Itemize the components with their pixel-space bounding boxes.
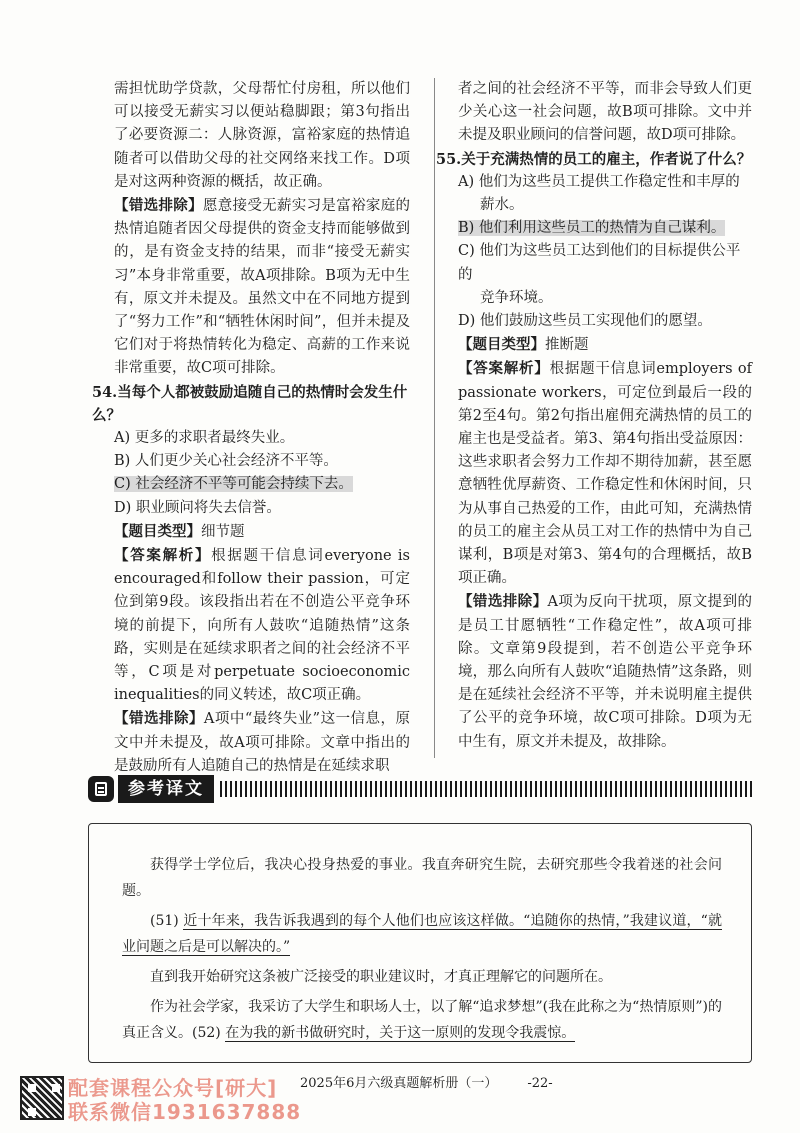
column-divider — [434, 78, 435, 758]
page-number: -22- — [527, 1076, 553, 1091]
q55-answer — [458, 357, 752, 590]
section-hatch-decoration — [220, 781, 752, 797]
watermark-line-2: 联系微信1931637888 — [68, 1100, 302, 1124]
qr-code-icon — [20, 1076, 64, 1120]
q54-error — [114, 707, 410, 778]
error-text: 愿意接受无薪实习是富裕家庭的热情追随者因父母提供的资金支持而能够做到的，是有资金支持的结果，而非“接受无薪实习”本身非常重要，故A项排除。B项为无中生有，原文并未提及。虽然文中在不同地方提到了“努力工作”和“牺牲休闲时间”，但并未提及它们对于将热情转化为稳定、高薪的工作来说非常重要，故C项可排除。 — [114, 198, 411, 377]
q55-option-b — [458, 217, 752, 240]
question-54 — [92, 381, 410, 427]
q54-error-tag: 【错选排除】 — [114, 710, 204, 728]
q54-option-c-highlight: C) 社会经济不平等可能会持续下去。 — [114, 476, 353, 493]
translation-sentence-52: 在为我的新书做研究时，关于这一原则的发现令我震惊。 — [225, 1025, 576, 1041]
right-paragraph-1: 者之间的社会经济不平等，而非会导致人们更少关心这一社会问题，故B项可排除。文中并未提及职业顾问的信誉问题，故D项可排除。 — [458, 81, 752, 144]
q55-error-tag: 【错选排除】 — [458, 593, 548, 611]
translation-paragraph-1: 获得学士学位后，我决心投身热爱的事业。我直奔研究生院，去研究那些令我着迷的社会问题。 — [122, 857, 722, 899]
translation-sentence-51a: 近十年来，我告诉我遇到的每个人他们也应该这样做。“追随你的热情，”我建议道， — [183, 913, 701, 929]
q55-error-text: A项为反向干扰项，原文提到的是员工甘愿牺牲“工作稳定性”，故A项可排除。文章第9段提到，若不创造公平竞争环境，那么向所有人鼓吹“追随热情”这条路，则是在延续社会经济不平等，并未说明雇主提供了公平的竞争环境，故C项可排除。D项为无中生有，原文并未提及，故排除。 — [458, 594, 752, 750]
translation-paragraph-2 — [122, 908, 722, 960]
left-error-analysis — [114, 194, 410, 381]
q54-option-b: B) 人们更少关心社会经济不平等。 — [114, 453, 338, 470]
translation-paragraph-4 — [122, 994, 722, 1046]
q54-option-d: D) 职业顾问将失去信誉。 — [114, 499, 281, 516]
right-column — [436, 78, 752, 754]
q55-type-tag: 【题目类型】 — [458, 336, 545, 354]
q55-answer-text: 根据题干信息词employers of passionate workers，可定位到最后一段的第2至4句。第2句指出雇佣充满热情的员工的雇主也是受益者。第3、第4句指出受益原因：这些求职者会努力工作却不期待加薪，甚至愿意牺牲优厚薪资、工作稳定性和休闲时间，只为从事自己热爱的工作，由此可知，充满热情的员工的雇主会从员工对工作的热情中为自己谋利，B项是对第3、第4句的合理概括，故B项正确。 — [458, 361, 752, 587]
q55-type — [458, 333, 752, 357]
translation-sentence-4a: 作为社会学家，我采访了大学生和职场人士，以了解“追求梦想”(我在此称之为“热情原则”)的真正含义。 — [122, 999, 722, 1041]
question-55 — [436, 148, 752, 171]
left-column — [92, 78, 411, 778]
question-54-text: 当每个人都被鼓励追随自己的热情时会发生什么？ — [92, 383, 408, 424]
q55-option-b-highlight: B) 他们利用这些员工的热情为自己谋利。 — [458, 220, 726, 237]
document-icon — [88, 776, 114, 802]
q54-answer-tag: 【答案解析】 — [114, 547, 212, 565]
q55-option-c: C) 他们为这些员工达到他们的目标提供公平的 — [458, 243, 741, 283]
section-header — [88, 775, 752, 805]
footer-title: 2025年6月六级真题解析册（一） — [300, 1076, 498, 1091]
translation-mark-52: (52) — [192, 1025, 221, 1041]
question-55-number: 55. — [436, 150, 462, 168]
q54-type-value: 细节题 — [201, 523, 245, 540]
translation-sentence-51b: “就业问题之后是可以解决的。” — [122, 913, 722, 955]
error-tag: 【错选排除】 — [114, 197, 203, 215]
q55-answer-tag: 【答案解析】 — [458, 360, 550, 378]
q54-answer-text: 根据题干信息词everyone is encouraged和follow their passion，可定位到第9段。该段指出若在不创造公平竞争环境的前提下，向所有人鼓吹“追随热情”这条路，实则是在延续求职者之间的社会经济不平等，C项是对perpetuate socioeconomic inequalities的同义转述，故C项正确。 — [114, 548, 410, 704]
q54-option-a: A) 更多的求职者最终失业。 — [114, 430, 295, 447]
translation-text — [122, 852, 722, 1050]
question-55-text: 关于充满热情的员工的雇主，作者说了什么？ — [461, 150, 752, 168]
page-footer — [300, 1072, 553, 1091]
question-54-number: 54. — [92, 383, 118, 401]
q55-type-value: 推断题 — [545, 337, 589, 354]
q54-option-c — [114, 473, 410, 496]
q55-option-d: D) 他们鼓励这些员工实现他们的愿望。 — [458, 313, 712, 330]
section-title: 参考译文 — [118, 775, 214, 803]
translation-paragraph-3: 直到我开始研究这条被广泛接受的职业建议时，才真正理解它的问题所在。 — [150, 969, 612, 985]
q55-error — [458, 590, 752, 753]
q55-option-c-cont: 竞争环境。 — [480, 289, 553, 306]
q55-option-a-cont: 薪水。 — [480, 197, 524, 214]
translation-mark-51: (51) — [150, 913, 179, 929]
q54-answer — [114, 544, 410, 707]
q54-error-text: A项中“最终失业”这一信息，原文中并未提及，故A项可排除。文章中指出的是鼓励所有人追随自己的热情是在延续求职 — [114, 711, 411, 774]
left-paragraph-1: 需担忧助学贷款，父母帮忙付房租，所以他们可以接受无薪实习以便站稳脚跟；第3句指出了必要资源二：人脉资源，富裕家庭的热情追随者可以借助父母的社交网络来找工作。D项是对这两种资源的概括，故正确。 — [114, 81, 410, 190]
q54-type-tag: 【题目类型】 — [114, 522, 201, 540]
q55-option-a: A) 他们为这些员工提供工作稳定性和丰厚的 — [458, 173, 740, 190]
watermark-line-1: 配套课程公众号[研大] — [68, 1076, 278, 1100]
q54-type — [114, 520, 410, 544]
